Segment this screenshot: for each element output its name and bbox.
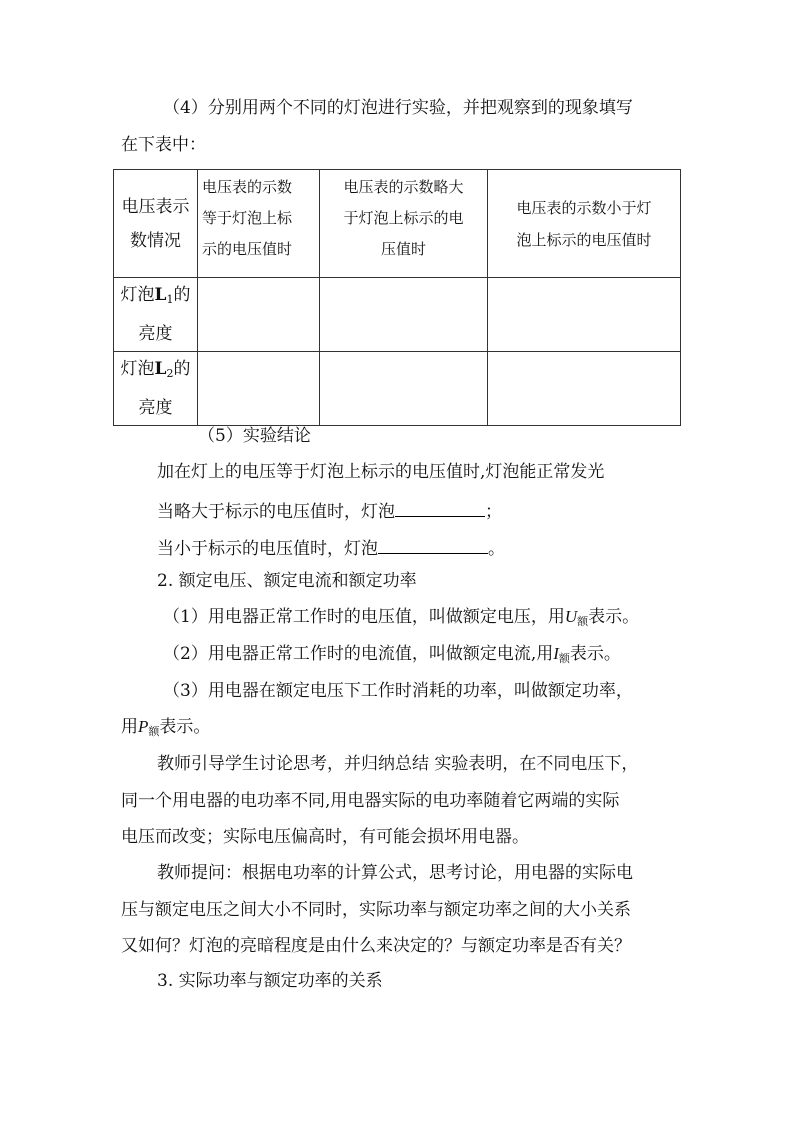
discussion-line-1: 教师引导学生讨论思考，并归纳总结 实验表明，在不同电压下， bbox=[157, 754, 639, 774]
section-2-item-2: （2）用电器正常工作时的电流值，叫做额定电流,用$I_额$表示。 bbox=[163, 644, 621, 665]
question-line-3: 又如何？灯泡的亮暗程度是由什么来决定的？与额定功率是否有关？ bbox=[121, 936, 631, 956]
conclusion-line-2: 当略大于标示的电压值时，灯泡 ； bbox=[157, 498, 502, 523]
header-cell-slightly-higher: 电压表的示数略大 于灯泡上标示的电 压值时 bbox=[320, 170, 488, 278]
conclusion-line-3: 当小于标示的电压值时，灯泡 。 bbox=[157, 535, 505, 560]
table-row-bulb-l1 bbox=[114, 278, 681, 352]
table-header-row bbox=[114, 170, 681, 278]
answer-blank-higher[interactable] bbox=[395, 498, 485, 517]
conclusion-line-1: 加在灯上的电压等于灯泡上标示的电压值时,灯泡能正常发光 bbox=[157, 462, 605, 482]
section-2-item-1: （1）用电器正常工作时的电压值，叫做额定电压，用$U_额$表示。 bbox=[163, 607, 640, 628]
discussion-line-3: 电压而改变；实际电压偏高时，有可能会损坏用电器。 bbox=[121, 827, 529, 847]
section-2-item-3-line-2: 用$P_额$表示。 bbox=[121, 717, 211, 738]
question-line-2: 压与额定电压之间大小不同时，实际功率与额定功率之间的大小关系 bbox=[121, 900, 631, 920]
cell-l1-lower[interactable] bbox=[488, 278, 681, 352]
answer-blank-lower[interactable] bbox=[378, 535, 488, 554]
observation-table bbox=[113, 169, 681, 426]
conclusion-heading: （5）实验结论 bbox=[198, 426, 311, 446]
section-2-heading: 2. 额定电压、额定电流和额定功率 bbox=[157, 571, 417, 591]
intro-line-2: 在下表中： bbox=[121, 135, 206, 155]
header-cell-equal: 电压表的示数 等于灯泡上标 示的电压值时 bbox=[198, 170, 320, 278]
intro-line-1: （4）分别用两个不同的灯泡进行实验，并把观察到的现象填写 bbox=[163, 98, 633, 118]
cell-l2-higher[interactable] bbox=[320, 352, 488, 426]
row-label-bulb-l2: 灯泡$L_2$的 亮度 bbox=[114, 352, 198, 426]
section-2-item-3-line-1: （3）用电器在额定电压下工作时消耗的功率，叫做额定功率， bbox=[163, 681, 633, 701]
row-label-bulb-l1: 灯泡$L_1$的 亮度 bbox=[114, 278, 198, 352]
cell-l1-equal[interactable] bbox=[198, 278, 320, 352]
discussion-line-2: 同一个用电器的电功率不同,用电器实际的电功率随着它两端的实际 bbox=[121, 791, 620, 811]
cell-l2-lower[interactable] bbox=[488, 352, 681, 426]
header-cell-voltage-reading: 电压表示 数情况 bbox=[114, 170, 198, 278]
header-cell-lower: 电压表的示数小于灯 泡上标示的电压值时 bbox=[488, 170, 681, 278]
cell-l1-higher[interactable] bbox=[320, 278, 488, 352]
section-3-heading: 3. 实际功率与额定功率的关系 bbox=[157, 971, 383, 991]
table-row-bulb-l2 bbox=[114, 352, 681, 426]
question-line-1: 教师提问：根据电功率的计算公式，思考讨论，用电器的实际电 bbox=[157, 863, 633, 883]
cell-l2-equal[interactable] bbox=[198, 352, 320, 426]
